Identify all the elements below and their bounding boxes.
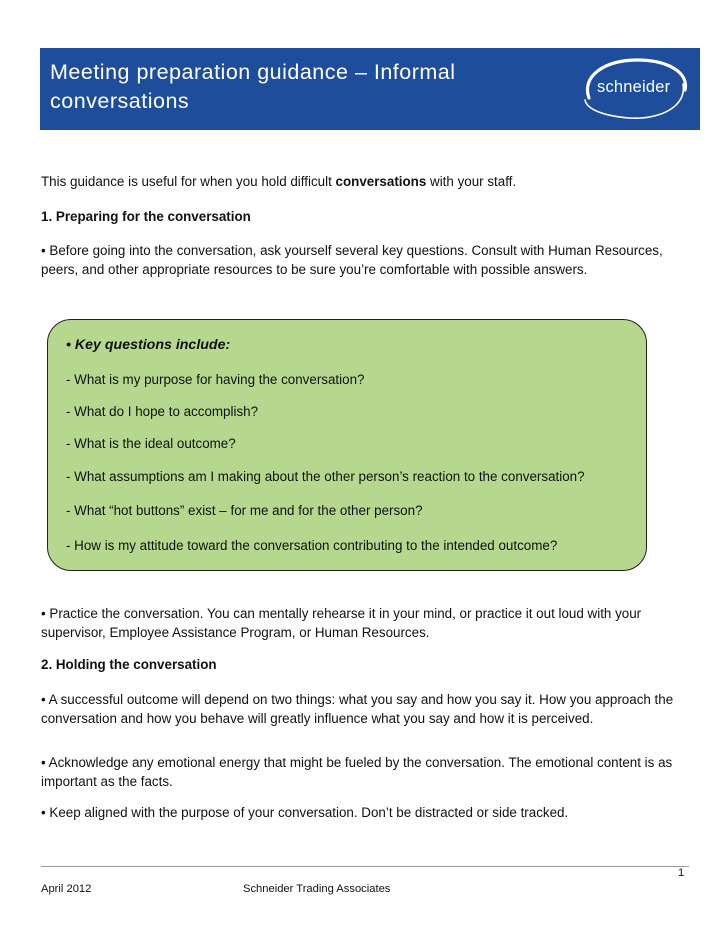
question-item: - What assumptions am I making about the other person’s reaction to the conversation?	[66, 469, 585, 484]
section1-bullet-consult: • Before going into the conversation, ask yourself several key questions. Consult with Human Resources, peers, and other appropriate resources to be sure you’re comfortable with possible answers.	[41, 243, 663, 277]
document-header-banner	[40, 48, 700, 130]
footer-date: April 2012	[41, 883, 92, 895]
question-item: - What do I hope to accomplish?	[66, 404, 259, 419]
key-questions-heading: • Key questions include:	[66, 337, 231, 353]
logo-text: schneider	[597, 78, 671, 96]
page-number: 1	[678, 867, 685, 879]
document-title: Meeting preparation guidance – Informal conversations	[50, 60, 456, 113]
question-item: - How is my attitude toward the conversation contributing to the intended outcome?	[66, 538, 558, 553]
intro-paragraph	[41, 172, 691, 191]
section2-heading: 2. Holding the conversation	[41, 657, 217, 672]
section2-bullet-aligned: • Keep aligned with the purpose of your conversation. Don’t be distracted or side tracked.	[41, 805, 569, 820]
intro-text-after: with your staff.	[426, 174, 517, 189]
question-item: - What is my purpose for having the conversation?	[66, 372, 365, 387]
intro-text-before: This guidance is useful for when you hold difficult	[41, 174, 336, 189]
section2-bullet-outcome: • A successful outcome will depend on two things: what you say and how you say it. How you approach the conversation and how you behave will greatly influence what you say and how it is perceived.	[41, 692, 674, 726]
footer-company: Schneider Trading Associates	[243, 883, 391, 895]
intro-text-bold: conversations	[335, 174, 427, 189]
footer-divider	[41, 866, 689, 867]
question-item: - What “hot buttons” exist – for me and for the other person?	[66, 503, 423, 518]
section1-heading: 1. Preparing for the conversation	[41, 209, 251, 224]
question-item: - What is the ideal outcome?	[66, 436, 236, 451]
key-questions-callout	[47, 319, 647, 571]
section2-bullet-emotional: • Acknowledge any emotional energy that might be fueled by the conversation. The emotional content is as important as the facts.	[41, 755, 673, 789]
practice-paragraph: • Practice the conversation. You can mentally rehearse it in your mind, or practice it out loud with your supervisor, Employee Assistance Program, or Human Resources.	[41, 606, 642, 640]
schneider-logo	[575, 54, 695, 124]
